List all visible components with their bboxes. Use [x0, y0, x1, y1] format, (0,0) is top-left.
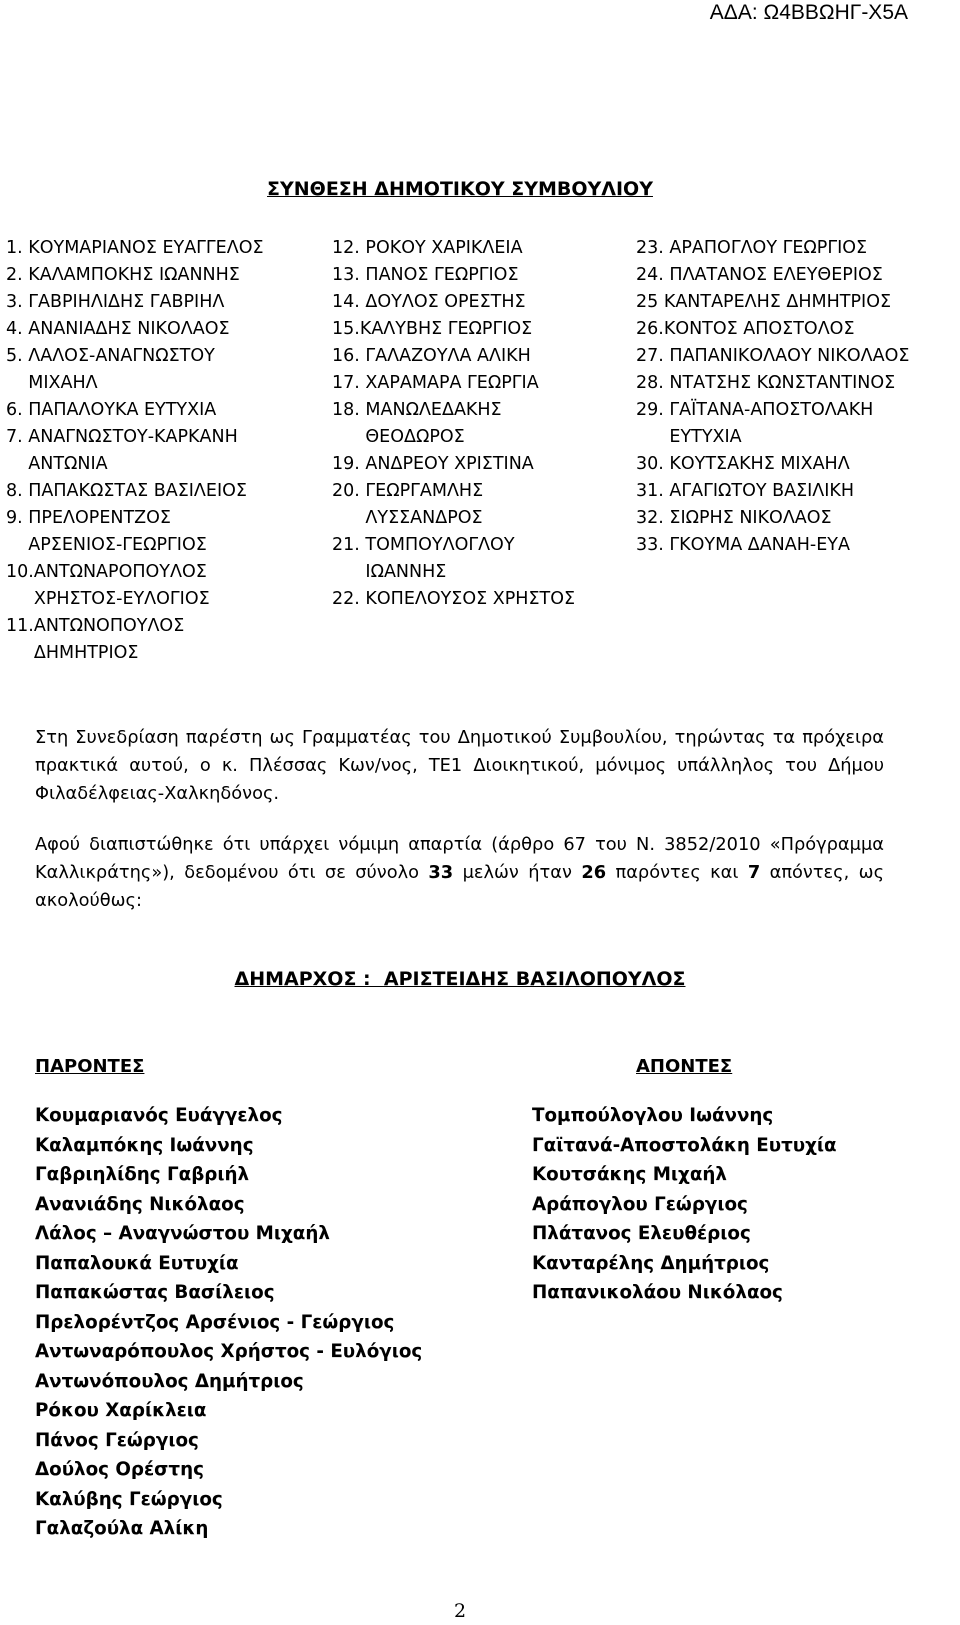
member-name-line: ΑΝΑΝΙΑΔΗΣ ΝΙΚΟΛΑΟΣ [28, 319, 230, 339]
member-list-item [6, 559, 306, 613]
member-list-item [6, 262, 306, 289]
members-column-2 [332, 235, 622, 613]
member-name [28, 424, 237, 478]
member-number: 13. [332, 265, 366, 285]
member-name-line: ΑΝΤΩΝΑΡΟΠΟΥΛΟΣ [33, 562, 207, 582]
member-name [669, 343, 909, 370]
present-member: Αντωνόπουλος Δημήτριος [35, 1370, 304, 1392]
member-name [365, 262, 518, 289]
member-name-line: ΝΤΑΤΣΗΣ ΚΩΝΣΤΑΝΤΙΝΟΣ [669, 373, 896, 393]
present-member: Παπαλουκά Ευτυχία [35, 1252, 239, 1274]
member-name-line: ΤΟΜΠΟΥΛΟΓΛΟΥ [365, 535, 515, 555]
absent-member: Κουτσάκης Μιχαήλ [532, 1164, 727, 1185]
member-name-line: ΧΑΡΑΜΑΡΑ ΓΕΩΡΓΙΑ [365, 373, 539, 393]
member-list-item [636, 451, 956, 478]
member-list-item [332, 451, 622, 478]
member-name [669, 235, 867, 262]
member-number: 24. [636, 265, 670, 285]
member-name [28, 343, 215, 397]
member-name [28, 262, 240, 289]
member-name-line: ΓΑΒΡΙΗΛΙΔΗΣ ΓΑΒΡΙΗΛ [28, 292, 225, 312]
member-name [365, 343, 530, 370]
member-name [28, 478, 247, 505]
member-number: 5. [6, 346, 29, 366]
member-name-line: ΓΑΪΤΑΝΑ-ΑΠΟΣΤΟΛΑΚΗ [669, 400, 874, 420]
present-member: Πάνος Γεώργιος [35, 1429, 199, 1451]
member-name-line: ΠΑΠΑΚΩΣΤΑΣ ΒΑΣΙΛΕΙΟΣ [28, 481, 247, 501]
member-name-line: ΚΟΠΕΛΟΥΣΟΣ ΧΡΗΣΤΟΣ [365, 589, 576, 609]
present-list [35, 1101, 422, 1544]
member-name-line: ΛΥΣΣΑΝΔΡΟΣ [365, 508, 483, 528]
member-name [669, 532, 850, 559]
present-count: 26 [581, 862, 607, 883]
member-name [669, 397, 873, 451]
member-name-line: ΑΡΣΕΝΙΟΣ-ΓΕΩΡΓΙΟΣ [28, 535, 207, 555]
member-list-item [6, 397, 306, 424]
member-number: 1. [6, 238, 29, 258]
member-number: 20. [332, 481, 366, 501]
present-member: Ανανιάδης Νικόλαος [35, 1193, 245, 1215]
member-name-line: ΚΟΥΜΑΡΙΑΝΟΣ ΕΥΑΓΓΕΛΟΣ [28, 238, 264, 258]
quorum-text-4: απόντες, ως ακολούθως: [35, 862, 885, 911]
member-name-line: ΛΑΛΟΣ-ΑΝΑΓΝΩΣΤΟΥ [28, 346, 215, 366]
member-name-line: ΑΓΑΓΙΩΤΟΥ ΒΑΣΙΛΙΚΗ [669, 481, 855, 501]
member-name-line: ΚΟΥΤΣΑΚΗΣ ΜΙΧΑΗΛ [669, 454, 850, 474]
member-list-item [332, 289, 622, 316]
member-list-item [332, 478, 622, 532]
member-name [34, 613, 184, 667]
ada-code: ΑΔΑ: Ω4ΒΒΩΗΓ-Χ5Α [709, 1, 908, 24]
member-name-line: ΓΕΩΡΓΑΜΛΗΣ [365, 481, 484, 501]
member-number: 30. [636, 454, 670, 474]
member-list-item [636, 289, 956, 316]
member-name [365, 451, 533, 478]
member-number: 10. [6, 562, 34, 582]
member-number: 15. [332, 319, 360, 339]
council-composition-title: ΣΥΝΘΕΣΗ ΔΗΜΟΤΙΚΟΥ ΣΥΜΒΟΥΛΙΟΥ [267, 178, 653, 200]
member-name-line: ΑΡΑΠΟΓΛΟΥ ΓΕΩΡΓΙΟΣ [669, 238, 868, 258]
member-name-line: ΡΟΚΟΥ ΧΑΡΙΚΛΕΙΑ [365, 238, 523, 258]
member-name [28, 316, 229, 343]
member-name-line: ΘΕΟΔΩΡΟΣ [365, 427, 465, 447]
present-member: Γαλαζούλα Αλίκη [35, 1518, 209, 1539]
present-member: Καλύβης Γεώργιος [35, 1488, 223, 1510]
member-list-item [6, 613, 306, 667]
member-name [669, 478, 854, 505]
member-number: 16. [332, 346, 366, 366]
quorum-text-1: Αφού διαπιστώθηκε ότι υπάρχει νόμιμη απαρτία (άρθρο 67 του Ν. 3852/2010 «Πρόγραμμα Καλλικράτης»), δεδομένου ότι σε σύνολο [35, 834, 884, 883]
absent-list [532, 1101, 837, 1308]
member-name [365, 289, 525, 316]
member-number: 9. [6, 508, 29, 528]
quorum-text-2: μελών ήταν [453, 862, 582, 883]
member-name [365, 235, 522, 262]
mayor-line: ΔΗΜΑΡΧΟΣ : ΑΡΙΣΤΕΙΔΗΣ ΒΑΣΙΛΟΠΟΥΛΟΣ [234, 968, 686, 990]
member-name [365, 532, 514, 586]
member-list-item [6, 289, 306, 316]
present-member: Παπακώστας Βασίλειος [35, 1282, 275, 1303]
member-list-item [636, 262, 956, 289]
member-name [669, 370, 895, 397]
member-list-item [636, 370, 956, 397]
secretary-paragraph: Στη Συνεδρίαση παρέστη ως Γραμματέας του Δημοτικού Συμβουλίου, τηρώντας τα πρόχειρα πρακτικά αυτού, ο κ. Πλέσσας Κων/νος, ΤΕ1 Διοικητικού, μόνιμος υπάλληλος του Δήμου Φιλαδέλφειας-Χαλκηδόνος. [35, 727, 884, 804]
member-list-item [332, 235, 622, 262]
member-name-line: ΚΟΝΤΟΣ ΑΠΟΣΤΟΛΟΣ [663, 319, 855, 339]
quorum-paragraph [35, 831, 884, 915]
member-number: 8. [6, 481, 29, 501]
member-number: 27. [636, 346, 670, 366]
member-name [365, 397, 501, 451]
member-number: 11. [6, 616, 34, 636]
present-member: Πρελορέντζος Αρσένιος - Γεώργιος [35, 1311, 395, 1333]
present-member: Γαβριηλίδης Γαβριήλ [35, 1164, 250, 1185]
member-number: 26. [636, 319, 664, 339]
member-list-item [636, 235, 956, 262]
member-name-line: ΙΩΑΝΝΗΣ [365, 562, 447, 582]
member-list-item [636, 532, 956, 559]
member-name-line: ΓΑΛΑΖΟΥΛΑ ΑΛΙΚΗ [365, 346, 531, 366]
member-list-item [636, 397, 956, 451]
present-member: Ρόκου Χαρίκλεια [35, 1400, 207, 1421]
member-name [365, 586, 575, 613]
member-name-line: ΕΥΤΥΧΙΑ [669, 427, 742, 447]
member-number: 18. [332, 400, 366, 420]
member-list-item [332, 586, 622, 613]
present-member: Δούλος Ορέστης [35, 1459, 204, 1480]
member-name-line: ΠΛΑΤΑΝΟΣ ΕΛΕΥΘΕΡΙΟΣ [669, 265, 883, 285]
page-number: 2 [453, 1600, 467, 1622]
member-name-line: ΠΑΠΑΝΙΚΟΛΑΟΥ ΝΙΚΟΛΑΟΣ [669, 346, 910, 366]
member-number: 14. [332, 292, 366, 312]
member-number: 2. [6, 265, 29, 285]
member-name [365, 478, 483, 532]
member-name-line: ΚΑΛΑΜΠΟΚΗΣ ΙΩΑΝΝΗΣ [28, 265, 240, 285]
member-number: 7. [6, 427, 29, 447]
member-name-line: ΧΡΗΣΤΟΣ-ΕΥΛΟΓΙΟΣ [33, 589, 210, 609]
member-list-item [636, 505, 956, 532]
member-list-item [332, 370, 622, 397]
member-list-item [332, 343, 622, 370]
member-list-item [6, 343, 306, 397]
absent-member: Παπανικολάου Νικόλαος [532, 1282, 783, 1303]
member-name [360, 316, 532, 343]
absent-member: Κανταρέλης Δημήτριος [532, 1252, 770, 1274]
member-name [28, 505, 207, 559]
absent-member: Τομπούλογλου Ιωάννης [532, 1105, 774, 1126]
present-member: Λάλος – Αναγνώστου Μιχαήλ [35, 1223, 330, 1244]
member-number: 3. [6, 292, 29, 312]
member-name-line: ΜΙΧΑΗΛ [28, 373, 98, 393]
member-list-item [332, 262, 622, 289]
member-list-item [6, 424, 306, 478]
member-number: 25 [636, 292, 664, 312]
present-member: Αντωναρόπουλος Χρήστος - Ευλόγιος [35, 1341, 423, 1362]
member-number: 4. [6, 319, 29, 339]
member-list-item [6, 478, 306, 505]
present-member: Καλαμπόκης Ιωάννης [35, 1134, 254, 1156]
member-name-line: ΓΚΟΥΜΑ ΔΑΝΑΗ-ΕΥΑ [669, 535, 850, 555]
member-name-line: ΜΑΝΩΛΕΔΑΚΗΣ [365, 400, 502, 420]
member-name [664, 289, 891, 316]
member-list-item [332, 532, 622, 586]
total-members-count: 33 [428, 862, 454, 883]
member-name-line: ΠΑΠΑΛΟΥΚΑ ΕΥΤΥΧΙΑ [28, 400, 217, 420]
member-name [28, 289, 224, 316]
member-list-item [6, 505, 306, 559]
member-number: 31. [636, 481, 670, 501]
member-number: 23. [636, 238, 670, 258]
member-name [669, 505, 831, 532]
member-number: 22. [332, 589, 366, 609]
member-number: 28. [636, 373, 670, 393]
members-column-1 [6, 235, 306, 667]
member-list-item [636, 316, 956, 343]
members-column-3 [636, 235, 956, 559]
member-number: 32. [636, 508, 670, 528]
member-name [365, 370, 538, 397]
member-name [664, 316, 855, 343]
member-name [34, 559, 210, 613]
member-name-line: ΑΝΔΡΕΟΥ ΧΡΙΣΤΙΝΑ [365, 454, 534, 474]
member-list-item [332, 397, 622, 451]
member-name-line: ΑΝΤΩΝΙΑ [28, 454, 108, 474]
absent-count: 7 [747, 862, 761, 883]
member-name-line: ΑΝΤΩΝΟΠΟΥΛΟΣ [33, 616, 185, 636]
absent-member: Πλάτανος Ελευθέριος [532, 1223, 751, 1244]
absent-member: Γαϊτανά-Αποστολάκη Ευτυχία [532, 1134, 837, 1156]
absent-member: Αράπογλου Γεώργιος [532, 1193, 748, 1215]
present-member: Κουμαριανός Ευάγγελος [35, 1105, 283, 1126]
member-name-line: ΚΑΝΤΑΡΕΛΗΣ ΔΗΜΗΤΡΙΟΣ [663, 292, 892, 312]
member-list-item [636, 343, 956, 370]
member-name-line: ΔΗΜΗΤΡΙΟΣ [33, 643, 139, 663]
member-name-line: ΠΑΝΟΣ ΓΕΩΡΓΙΟΣ [365, 265, 519, 285]
member-number: 29. [636, 400, 670, 420]
absent-header: ΑΠΟΝΤΕΣ [636, 1056, 733, 1077]
member-number: 17. [332, 373, 366, 393]
member-name-line: ΑΝΑΓΝΩΣΤΟΥ-ΚΑΡΚΑΝΗ [28, 427, 238, 447]
member-list-item [636, 478, 956, 505]
member-name-line: ΠΡΕΛΟΡΕΝΤΖΟΣ [28, 508, 171, 528]
member-number: 33. [636, 535, 670, 555]
member-list-item [332, 316, 622, 343]
member-number: 6. [6, 400, 29, 420]
quorum-text-3: παρόντες και [606, 862, 748, 883]
member-name-line: ΣΙΩΡΗΣ ΝΙΚΟΛΑΟΣ [669, 508, 832, 528]
member-name [28, 235, 263, 262]
member-name [669, 451, 849, 478]
member-number: 21. [332, 535, 366, 555]
member-name [28, 397, 216, 424]
member-list-item [6, 235, 306, 262]
present-header: ΠΑΡΟΝΤΕΣ [35, 1056, 145, 1077]
member-name-line: ΔΟΥΛΟΣ ΟΡΕΣΤΗΣ [365, 292, 526, 312]
member-number: 12. [332, 238, 366, 258]
member-list-item [6, 316, 306, 343]
member-name [669, 262, 882, 289]
member-name-line: ΚΑΛΥΒΗΣ ΓΕΩΡΓΙΟΣ [359, 319, 533, 339]
member-number: 19. [332, 454, 366, 474]
